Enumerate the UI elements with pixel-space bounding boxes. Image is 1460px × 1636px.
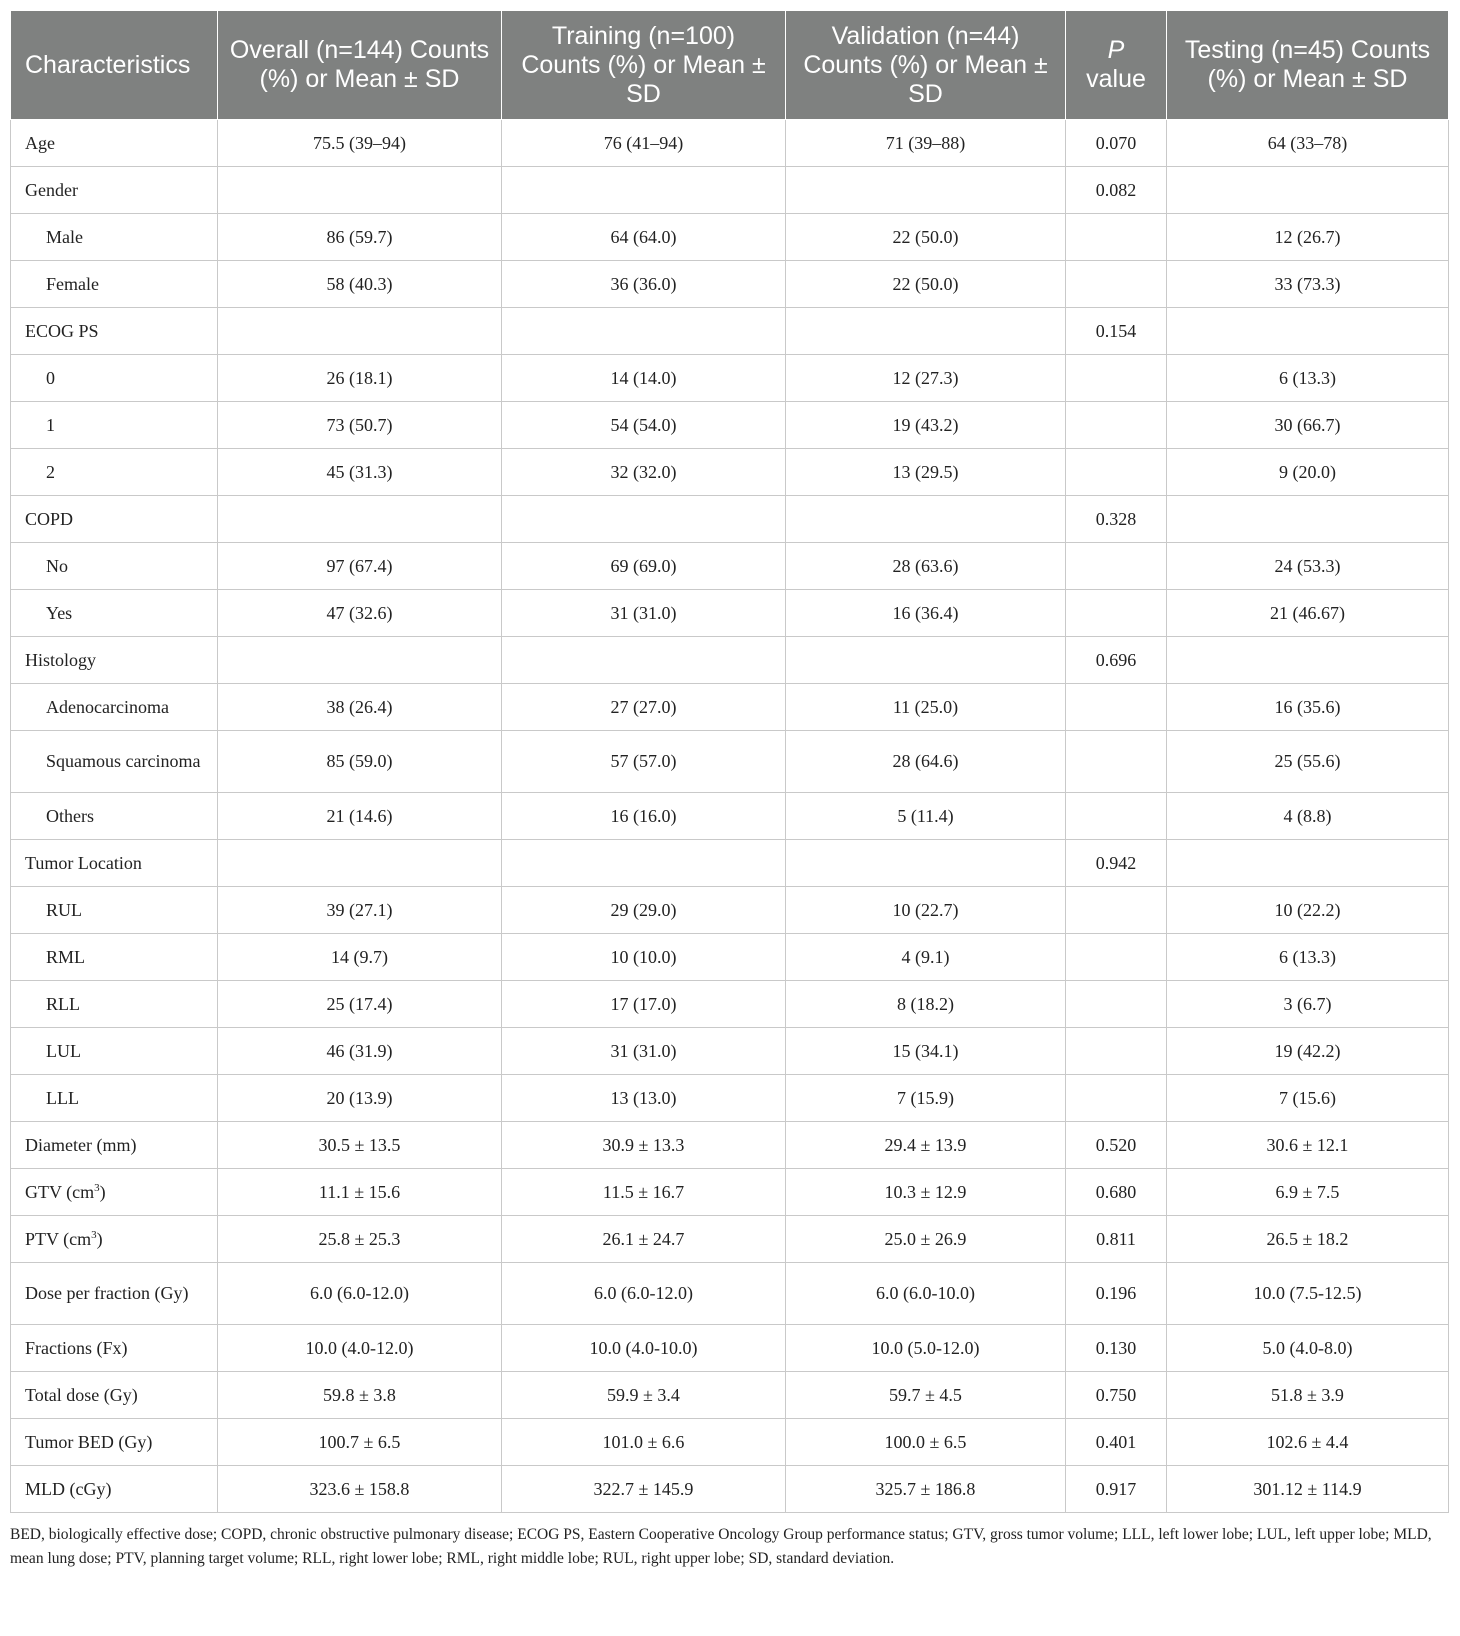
table-row	[11, 1419, 1449, 1466]
cell-validation: 10.3 ± 12.9	[786, 1169, 1066, 1216]
cell-validation: 16 (36.4)	[786, 590, 1066, 637]
cell-p: 0.750	[1066, 1372, 1167, 1419]
table-row	[11, 637, 1449, 684]
row-label	[11, 1325, 218, 1372]
cell-p	[1066, 214, 1167, 261]
row-label-text: No	[46, 555, 68, 576]
cell-p	[1066, 355, 1167, 402]
row-label-text: Squamous carcinoma	[46, 751, 201, 771]
row-label	[11, 1216, 218, 1263]
cell-testing: 64 (33–78)	[1167, 120, 1449, 167]
row-label	[11, 496, 218, 543]
cell-testing	[1167, 840, 1449, 887]
cell-training: 57 (57.0)	[502, 731, 786, 793]
cell-validation	[786, 496, 1066, 543]
table-row	[11, 214, 1449, 261]
table-row	[11, 981, 1449, 1028]
row-label-text: RLL	[46, 993, 80, 1014]
cell-p: 0.328	[1066, 496, 1167, 543]
row-label-superscript: 3	[91, 1228, 97, 1241]
cell-testing	[1167, 167, 1449, 214]
row-label	[11, 355, 218, 402]
cell-validation: 8 (18.2)	[786, 981, 1066, 1028]
cell-training: 54 (54.0)	[502, 402, 786, 449]
cell-overall: 85 (59.0)	[218, 731, 502, 793]
header-overall: Overall (n=144) Counts (%) or Mean ± SD	[218, 11, 502, 120]
cell-training: 31 (31.0)	[502, 590, 786, 637]
cell-overall: 25.8 ± 25.3	[218, 1216, 502, 1263]
row-label-text: RML	[46, 946, 86, 967]
header-validation: Validation (n=44) Counts (%) or Mean ± SD	[786, 11, 1066, 120]
cell-p	[1066, 543, 1167, 590]
row-label	[11, 543, 218, 590]
table-row	[11, 1372, 1449, 1419]
row-label-text: COPD	[25, 508, 74, 529]
table-row	[11, 120, 1449, 167]
cell-overall: 25 (17.4)	[218, 981, 502, 1028]
row-label	[11, 840, 218, 887]
cell-overall: 97 (67.4)	[218, 543, 502, 590]
table-row	[11, 449, 1449, 496]
cell-overall: 10.0 (4.0-12.0)	[218, 1325, 502, 1372]
row-label-text: PTV (cm	[25, 1228, 92, 1249]
cell-testing: 21 (46.67)	[1167, 590, 1449, 637]
cell-training: 13 (13.0)	[502, 1075, 786, 1122]
row-label-text: Total dose (Gy)	[25, 1384, 138, 1405]
table-row	[11, 1169, 1449, 1216]
cell-testing	[1167, 308, 1449, 355]
cell-overall: 14 (9.7)	[218, 934, 502, 981]
row-label	[11, 981, 218, 1028]
table-row	[11, 355, 1449, 402]
cell-training: 6.0 (6.0-12.0)	[502, 1263, 786, 1325]
cell-p	[1066, 449, 1167, 496]
cell-testing: 3 (6.7)	[1167, 981, 1449, 1028]
row-label	[11, 402, 218, 449]
row-label-text: 0	[46, 367, 55, 388]
cell-validation: 11 (25.0)	[786, 684, 1066, 731]
cell-p	[1066, 684, 1167, 731]
cell-p	[1066, 1075, 1167, 1122]
cell-testing: 301.12 ± 114.9	[1167, 1466, 1449, 1513]
row-label	[11, 887, 218, 934]
cell-validation: 325.7 ± 186.8	[786, 1466, 1066, 1513]
cell-p: 0.680	[1066, 1169, 1167, 1216]
cell-validation: 12 (27.3)	[786, 355, 1066, 402]
cell-training: 16 (16.0)	[502, 793, 786, 840]
cell-training: 14 (14.0)	[502, 355, 786, 402]
cell-p	[1066, 590, 1167, 637]
table-row	[11, 840, 1449, 887]
cell-p: 0.196	[1066, 1263, 1167, 1325]
row-label	[11, 793, 218, 840]
cell-testing: 4 (8.8)	[1167, 793, 1449, 840]
row-label	[11, 637, 218, 684]
row-label-text: RUL	[46, 899, 82, 920]
cell-testing: 12 (26.7)	[1167, 214, 1449, 261]
header-p-italic: P	[1107, 36, 1125, 64]
cell-overall: 26 (18.1)	[218, 355, 502, 402]
cell-validation: 28 (63.6)	[786, 543, 1066, 590]
cell-testing: 6.9 ± 7.5	[1167, 1169, 1449, 1216]
row-label	[11, 1372, 218, 1419]
cell-training: 59.9 ± 3.4	[502, 1372, 786, 1419]
row-label-text: MLD (cGy)	[25, 1478, 112, 1499]
cell-overall: 20 (13.9)	[218, 1075, 502, 1122]
cell-training: 17 (17.0)	[502, 981, 786, 1028]
table-row	[11, 731, 1449, 793]
row-label	[11, 731, 218, 793]
table-body	[11, 120, 1449, 1513]
cell-validation: 7 (15.9)	[786, 1075, 1066, 1122]
cell-overall	[218, 840, 502, 887]
row-label	[11, 449, 218, 496]
row-label-text: Adenocarcinoma	[46, 696, 169, 717]
row-label	[11, 1419, 218, 1466]
cell-validation: 22 (50.0)	[786, 214, 1066, 261]
table-row	[11, 1216, 1449, 1263]
cell-testing: 26.5 ± 18.2	[1167, 1216, 1449, 1263]
cell-overall: 45 (31.3)	[218, 449, 502, 496]
row-label-text: Tumor BED (Gy)	[25, 1431, 153, 1452]
cell-validation: 5 (11.4)	[786, 793, 1066, 840]
cell-overall: 73 (50.7)	[218, 402, 502, 449]
cell-testing: 51.8 ± 3.9	[1167, 1372, 1449, 1419]
row-label-text: Tumor Location	[25, 852, 142, 873]
cell-validation: 29.4 ± 13.9	[786, 1122, 1066, 1169]
table-row	[11, 543, 1449, 590]
cell-training: 76 (41–94)	[502, 120, 786, 167]
cell-overall: 6.0 (6.0-12.0)	[218, 1263, 502, 1325]
cell-training: 322.7 ± 145.9	[502, 1466, 786, 1513]
cell-testing: 5.0 (4.0-8.0)	[1167, 1325, 1449, 1372]
row-label-text: Yes	[46, 602, 73, 623]
cell-p	[1066, 981, 1167, 1028]
cell-testing: 10 (22.2)	[1167, 887, 1449, 934]
table-row	[11, 167, 1449, 214]
row-label-tail: )	[99, 1181, 106, 1202]
row-label-text: Fractions (Fx)	[25, 1337, 128, 1358]
table-row	[11, 1263, 1449, 1325]
header-training: Training (n=100) Counts (%) or Mean ± SD	[502, 11, 786, 120]
cell-training: 27 (27.0)	[502, 684, 786, 731]
cell-validation	[786, 167, 1066, 214]
table-row	[11, 1325, 1449, 1372]
cell-overall	[218, 308, 502, 355]
cell-testing: 6 (13.3)	[1167, 934, 1449, 981]
cell-training: 31 (31.0)	[502, 1028, 786, 1075]
cell-validation: 19 (43.2)	[786, 402, 1066, 449]
row-label	[11, 934, 218, 981]
row-label-text: Others	[46, 805, 94, 826]
row-label	[11, 590, 218, 637]
row-label-text: Diameter (mm)	[25, 1134, 137, 1155]
table-row	[11, 590, 1449, 637]
table-footnote: BED, biologically effective dose; COPD, chronic obstructive pulmonary disease; ECOG PS, Eastern Cooperative Oncology Group performance status; GTV, gross tumor volume; LLL, left lower lobe; LUL, left upper lobe; MLD, mean lung dose; PTV, planning target volume; RLL, right lower lobe; RML, right middle lobe; RUL, right upper lobe; SD, standard deviation.	[10, 1526, 1432, 1567]
cell-overall: 47 (32.6)	[218, 590, 502, 637]
row-label-text: 1	[46, 414, 55, 435]
cell-p: 0.917	[1066, 1466, 1167, 1513]
header-characteristics: Characteristics	[11, 11, 218, 120]
table-row	[11, 793, 1449, 840]
cell-testing	[1167, 637, 1449, 684]
row-label-text: Dose per fraction (Gy)	[25, 1283, 189, 1303]
cell-testing: 30.6 ± 12.1	[1167, 1122, 1449, 1169]
row-label	[11, 1028, 218, 1075]
cell-p	[1066, 934, 1167, 981]
characteristics-table	[10, 10, 1449, 1513]
header-p-rest: value	[1086, 65, 1146, 93]
row-label	[11, 1263, 218, 1325]
header-row	[11, 11, 1449, 120]
cell-testing: 25 (55.6)	[1167, 731, 1449, 793]
cell-p	[1066, 402, 1167, 449]
table-container	[10, 10, 1448, 1571]
row-label	[11, 120, 218, 167]
cell-testing: 24 (53.3)	[1167, 543, 1449, 590]
cell-testing: 30 (66.7)	[1167, 402, 1449, 449]
cell-training	[502, 637, 786, 684]
row-label-text: LUL	[46, 1040, 81, 1061]
cell-training: 26.1 ± 24.7	[502, 1216, 786, 1263]
row-label	[11, 1122, 218, 1169]
cell-validation: 4 (9.1)	[786, 934, 1066, 981]
cell-validation: 22 (50.0)	[786, 261, 1066, 308]
cell-p: 0.696	[1066, 637, 1167, 684]
cell-testing: 9 (20.0)	[1167, 449, 1449, 496]
table-row	[11, 684, 1449, 731]
cell-validation: 6.0 (6.0-10.0)	[786, 1263, 1066, 1325]
header-testing: Testing (n=45) Counts (%) or Mean ± SD	[1167, 11, 1449, 120]
table-row	[11, 261, 1449, 308]
cell-overall: 21 (14.6)	[218, 793, 502, 840]
row-label	[11, 167, 218, 214]
cell-validation: 28 (64.6)	[786, 731, 1066, 793]
cell-testing	[1167, 496, 1449, 543]
row-label-tail: )	[96, 1228, 103, 1249]
row-label	[11, 684, 218, 731]
cell-overall: 39 (27.1)	[218, 887, 502, 934]
cell-p	[1066, 793, 1167, 840]
cell-p	[1066, 261, 1167, 308]
cell-testing: 7 (15.6)	[1167, 1075, 1449, 1122]
cell-testing: 102.6 ± 4.4	[1167, 1419, 1449, 1466]
cell-validation: 15 (34.1)	[786, 1028, 1066, 1075]
table-row	[11, 1466, 1449, 1513]
cell-training: 64 (64.0)	[502, 214, 786, 261]
cell-overall: 38 (26.4)	[218, 684, 502, 731]
cell-training: 11.5 ± 16.7	[502, 1169, 786, 1216]
cell-training	[502, 840, 786, 887]
cell-validation: 71 (39–88)	[786, 120, 1066, 167]
row-label	[11, 214, 218, 261]
cell-training: 30.9 ± 13.3	[502, 1122, 786, 1169]
cell-training	[502, 308, 786, 355]
table-row	[11, 1122, 1449, 1169]
cell-p: 0.811	[1066, 1216, 1167, 1263]
cell-validation	[786, 840, 1066, 887]
cell-training: 29 (29.0)	[502, 887, 786, 934]
row-label	[11, 261, 218, 308]
table-row	[11, 308, 1449, 355]
row-label-text: GTV (cm	[25, 1181, 95, 1202]
table-row	[11, 887, 1449, 934]
cell-overall: 46 (31.9)	[218, 1028, 502, 1075]
cell-p: 0.130	[1066, 1325, 1167, 1372]
cell-training	[502, 496, 786, 543]
row-label	[11, 1075, 218, 1122]
cell-validation: 13 (29.5)	[786, 449, 1066, 496]
row-label-text: ECOG PS	[25, 320, 99, 341]
cell-validation	[786, 308, 1066, 355]
cell-overall: 30.5 ± 13.5	[218, 1122, 502, 1169]
cell-training: 10 (10.0)	[502, 934, 786, 981]
cell-overall: 11.1 ± 15.6	[218, 1169, 502, 1216]
cell-testing: 10.0 (7.5-12.5)	[1167, 1263, 1449, 1325]
table-row	[11, 1028, 1449, 1075]
cell-overall: 58 (40.3)	[218, 261, 502, 308]
cell-training: 101.0 ± 6.6	[502, 1419, 786, 1466]
cell-p: 0.942	[1066, 840, 1167, 887]
cell-overall	[218, 637, 502, 684]
cell-validation	[786, 637, 1066, 684]
table-row	[11, 402, 1449, 449]
cell-validation: 100.0 ± 6.5	[786, 1419, 1066, 1466]
cell-validation: 59.7 ± 4.5	[786, 1372, 1066, 1419]
row-label-text: Male	[46, 226, 83, 247]
row-label-text: Female	[46, 273, 99, 294]
cell-validation: 10 (22.7)	[786, 887, 1066, 934]
row-label-text: Histology	[25, 649, 97, 670]
cell-testing: 19 (42.2)	[1167, 1028, 1449, 1075]
cell-overall: 59.8 ± 3.8	[218, 1372, 502, 1419]
row-label-text: Age	[25, 132, 55, 153]
cell-overall: 75.5 (39–94)	[218, 120, 502, 167]
cell-testing: 16 (35.6)	[1167, 684, 1449, 731]
cell-training: 69 (69.0)	[502, 543, 786, 590]
cell-p	[1066, 731, 1167, 793]
cell-overall	[218, 496, 502, 543]
row-label-text: 2	[46, 461, 55, 482]
table-row	[11, 496, 1449, 543]
cell-training	[502, 167, 786, 214]
row-label-text: Gender	[25, 179, 78, 200]
cell-p	[1066, 1028, 1167, 1075]
cell-validation: 25.0 ± 26.9	[786, 1216, 1066, 1263]
header-p-value	[1066, 11, 1167, 120]
cell-overall	[218, 167, 502, 214]
cell-p: 0.401	[1066, 1419, 1167, 1466]
table-row	[11, 1075, 1449, 1122]
cell-testing: 33 (73.3)	[1167, 261, 1449, 308]
cell-training: 32 (32.0)	[502, 449, 786, 496]
row-label	[11, 1466, 218, 1513]
table-row	[11, 934, 1449, 981]
cell-p: 0.154	[1066, 308, 1167, 355]
row-label	[11, 1169, 218, 1216]
row-label-superscript: 3	[94, 1181, 100, 1194]
cell-testing: 6 (13.3)	[1167, 355, 1449, 402]
cell-p: 0.070	[1066, 120, 1167, 167]
cell-training: 36 (36.0)	[502, 261, 786, 308]
cell-p: 0.082	[1066, 167, 1167, 214]
row-label	[11, 308, 218, 355]
cell-overall: 100.7 ± 6.5	[218, 1419, 502, 1466]
cell-training: 10.0 (4.0-10.0)	[502, 1325, 786, 1372]
cell-validation: 10.0 (5.0-12.0)	[786, 1325, 1066, 1372]
cell-overall: 86 (59.7)	[218, 214, 502, 261]
cell-p: 0.520	[1066, 1122, 1167, 1169]
cell-overall: 323.6 ± 158.8	[218, 1466, 502, 1513]
cell-p	[1066, 887, 1167, 934]
row-label-text: LLL	[46, 1087, 79, 1108]
